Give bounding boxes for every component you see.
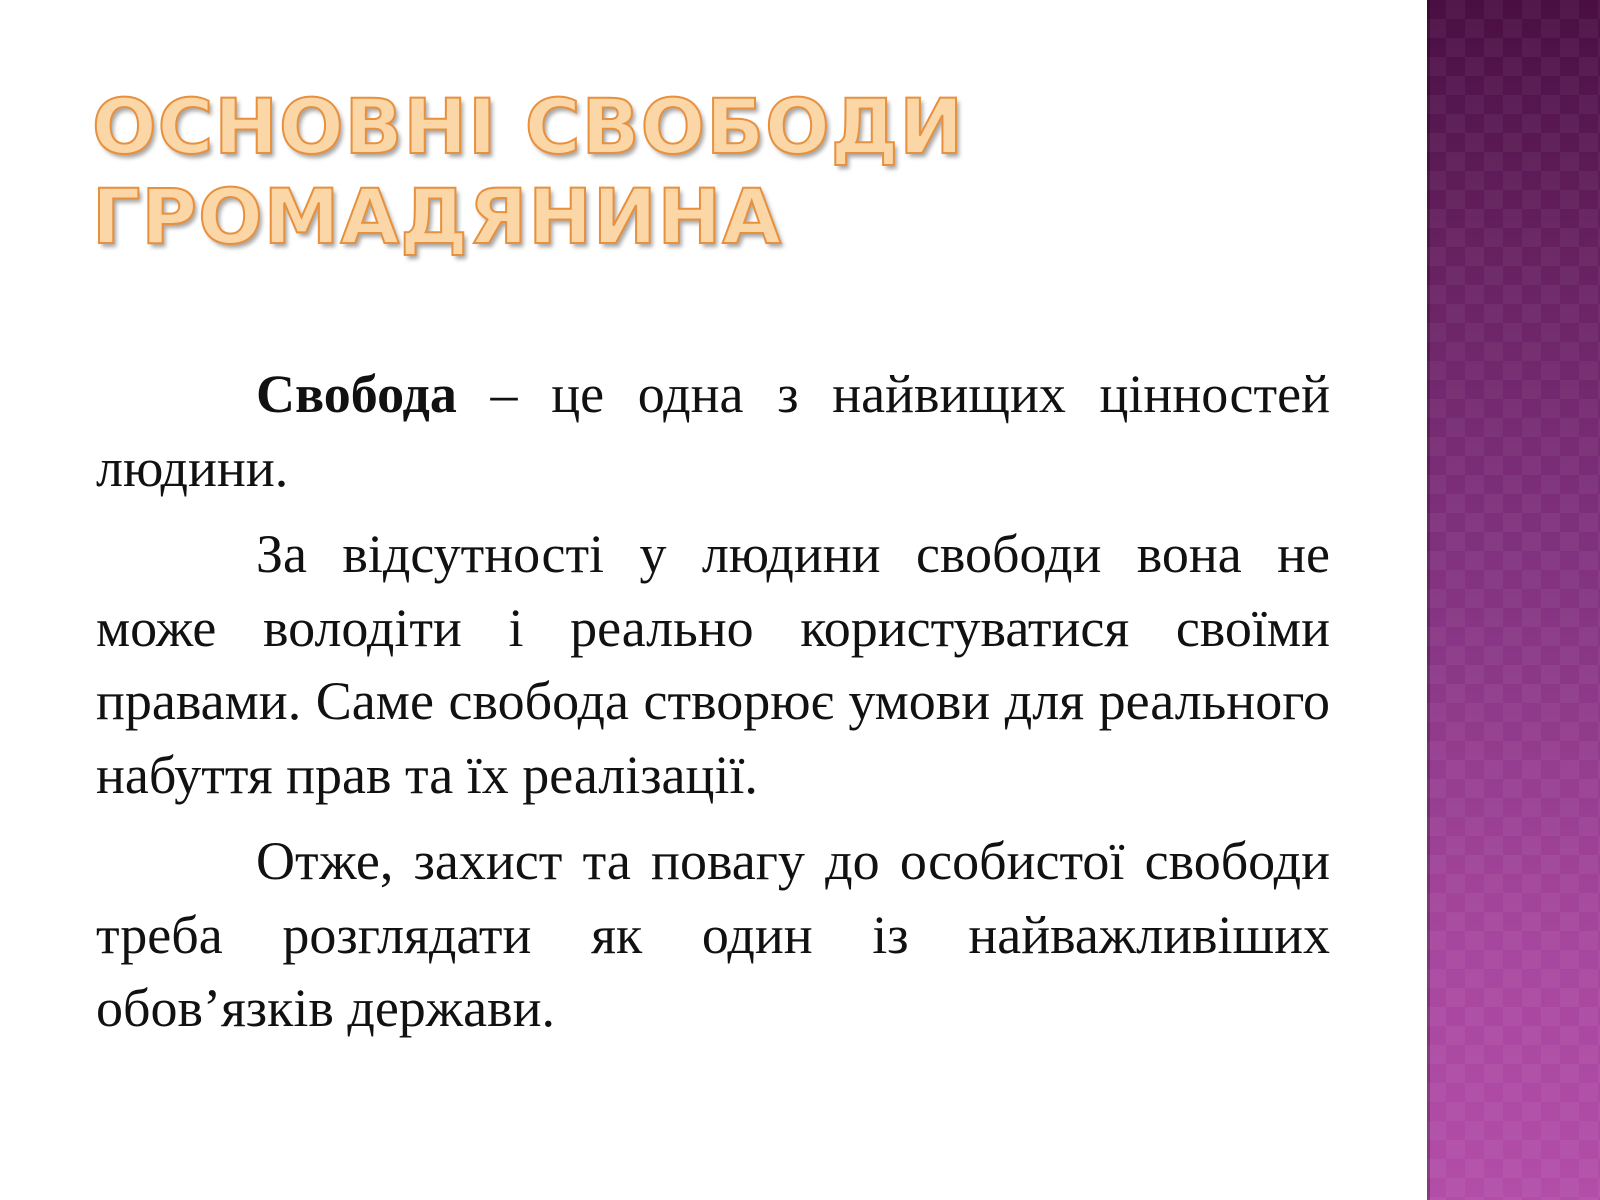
slide-title (92, 82, 1372, 262)
decorative-side-band (1427, 0, 1600, 1200)
paragraph-conclusion: Отже, захист та повагу до особистої свободи треба розглядати як один із найважливіших обов’язків держави. (96, 831, 1330, 1038)
title-line-2: ГРОМАДЯНИНА (92, 172, 783, 261)
term-freedom: Свобода (256, 364, 457, 424)
title-line-1: ОСНОВНІ СВОБОДИ (92, 82, 965, 171)
slide-body (96, 358, 1330, 1059)
definition-text: – це одна з найвищих цінностей людини. (96, 364, 1330, 498)
paragraph-definition (96, 358, 1330, 505)
paragraph-rights: За відсутності у людини свободи вона не може володіти і реально користуватися своїми правами. Саме свобода створює умови для реального набуття прав та їх реалізації. (96, 524, 1330, 805)
